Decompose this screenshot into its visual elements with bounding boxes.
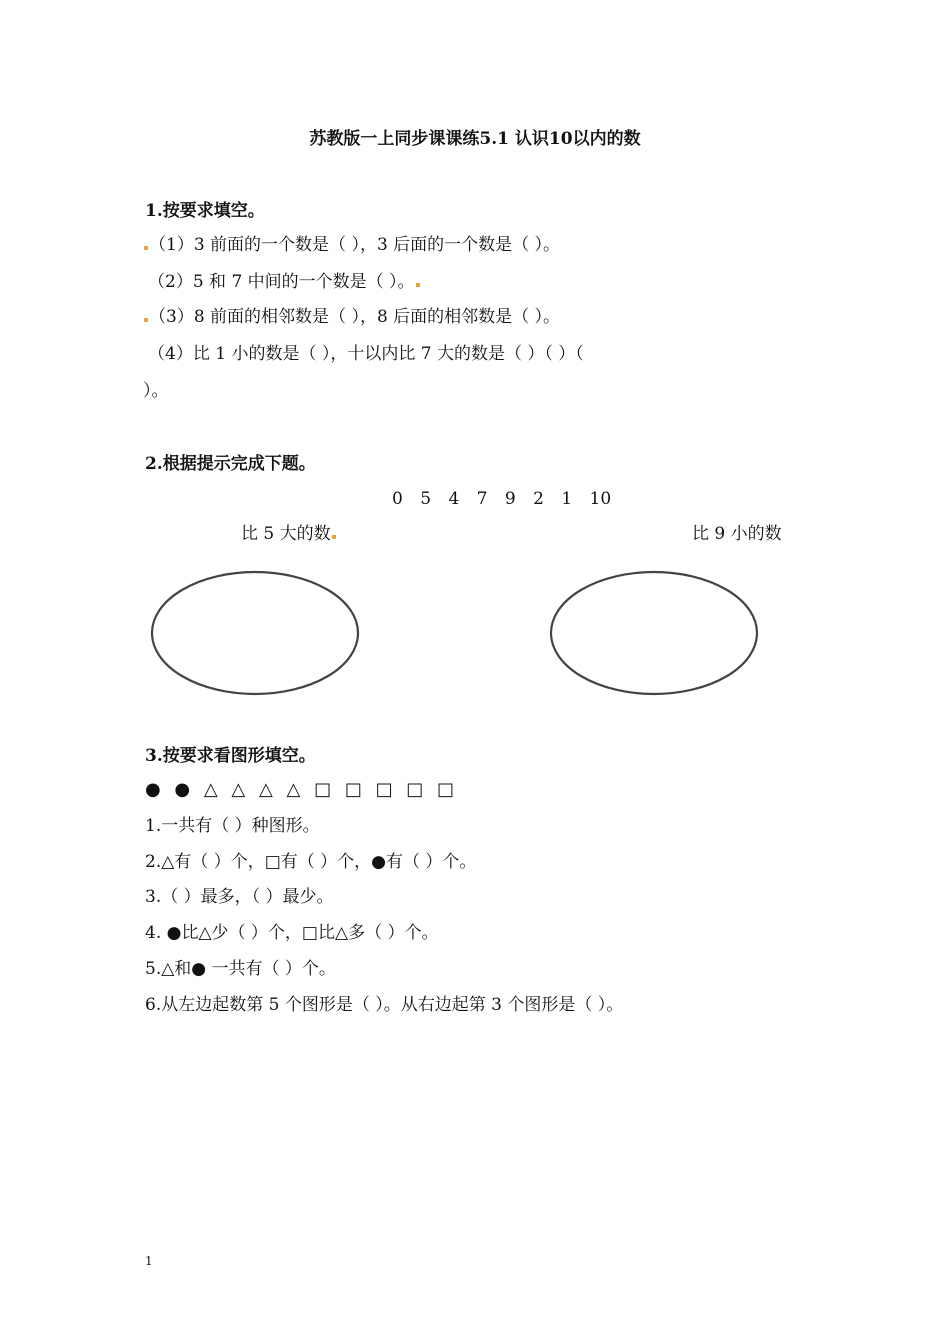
section-2-heading: 2.根据提示完成下题。: [145, 454, 316, 474]
right-ellipse-shape: [551, 572, 757, 694]
question-3-3: 3.（ ）最多，（ ）最少。: [145, 887, 334, 907]
marker-dot: [144, 246, 148, 250]
left-ellipse-label-text: 比 5 大的数: [241, 524, 331, 544]
left-answer-ellipse[interactable]: [140, 562, 380, 707]
marker-dot: [332, 535, 336, 539]
question-1-3: [143, 306, 560, 328]
number-list: 0 5 4 7 9 2 1 10: [392, 489, 612, 509]
question-1-4-cont: [143, 380, 169, 402]
question-3-4: 4. ●比△少（ ）个，□比△多（ ）个。: [145, 923, 439, 943]
marker-dot: [416, 283, 420, 287]
right-ellipse-label: 比 9 小的数: [692, 524, 782, 544]
section-1-heading: 1.按要求填空。: [145, 201, 265, 221]
question-1-4-text: （4）比 1 小的数是（ ），十以内比 7 大的数是（ ）（ ）（: [148, 344, 584, 364]
page-number: 1: [145, 1254, 153, 1268]
shape-row: ● ● △ △ △ △ □ □ □ □ □: [145, 779, 455, 800]
page-title: 苏教版一上同步课课练5.1 认识10以内的数: [309, 129, 641, 149]
question-1-2-text: （2）5 和 7 中间的一个数是（ ）。: [148, 272, 415, 292]
question-3-5: 5.△和● 一共有（ ）个。: [145, 959, 336, 979]
marker-dot: [144, 318, 148, 322]
question-1-3-text: （3）8 前面的相邻数是（ ），8 后面的相邻数是（ ）。: [149, 307, 561, 327]
right-answer-ellipse[interactable]: [540, 562, 780, 707]
question-1-1-text: （1）3 前面的一个数是（ ），3 后面的一个数是（ ）。: [149, 235, 561, 255]
question-1-4: [148, 343, 584, 365]
question-3-2: 2.△有（ ）个，□有（ ）个，●有（ ）个。: [145, 852, 477, 872]
left-ellipse-shape: [152, 572, 358, 694]
section-3-heading: 3.按要求看图形填空。: [145, 746, 316, 766]
question-1-4-cont-text: ）。: [143, 381, 169, 401]
question-1-1: [143, 234, 560, 256]
question-3-6: 6.从左边起数第 5 个图形是（ ）。从右边起第 3 个图形是（ ）。: [145, 995, 624, 1015]
question-3-1: 1.一共有（ ）种图形。: [145, 816, 320, 836]
question-1-2: [148, 271, 421, 293]
left-ellipse-label: [241, 523, 337, 545]
